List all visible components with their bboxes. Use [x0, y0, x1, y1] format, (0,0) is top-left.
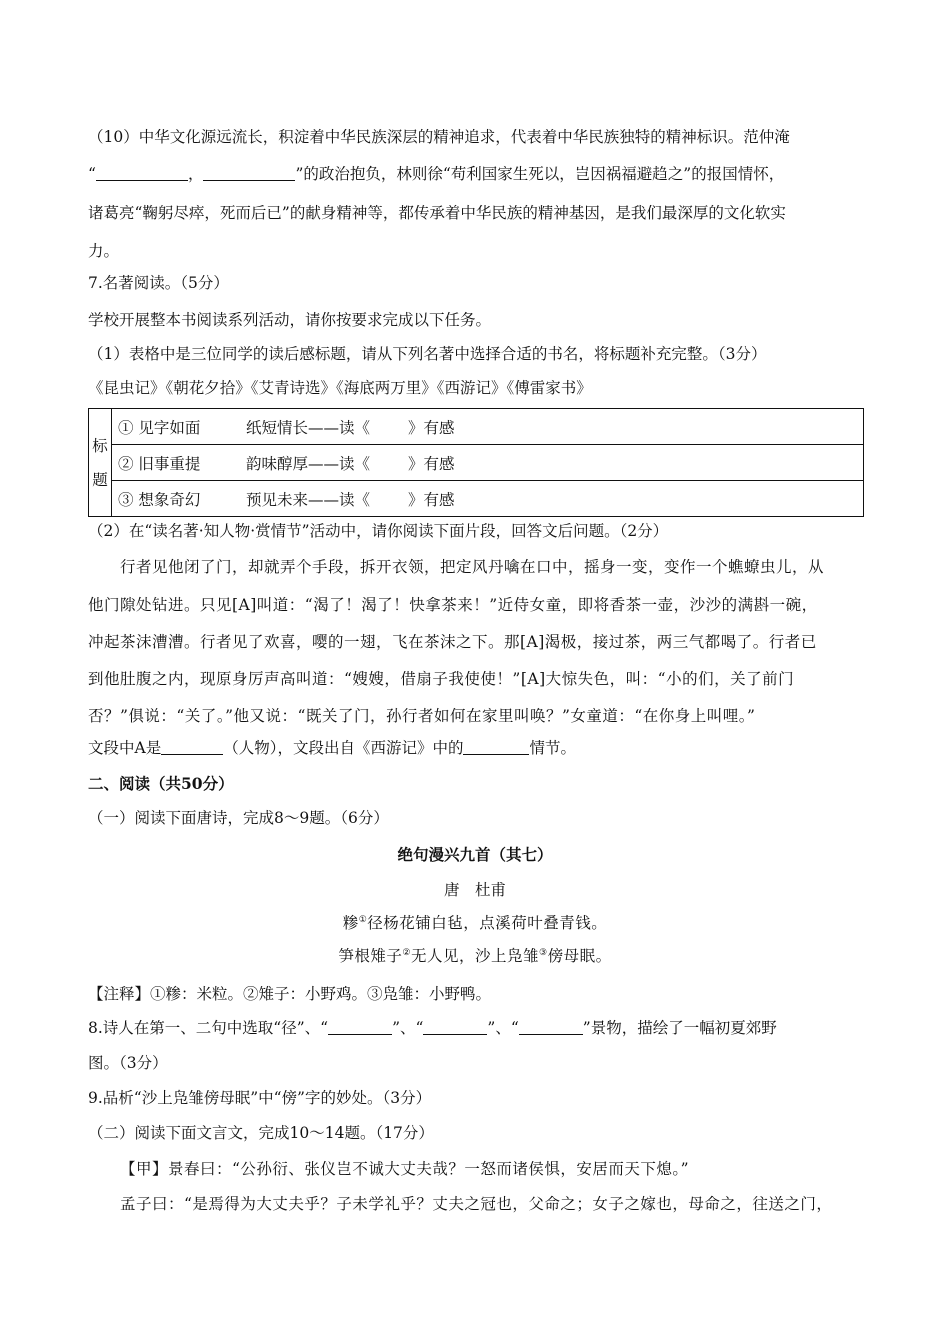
part2-heading: （二）阅读下面文言文，完成10～14题。（17分）: [88, 1124, 434, 1142]
title-suffix: 》有感: [408, 454, 455, 473]
table-row: [89, 481, 864, 517]
q7-sub2: （2）在“读名著·知人物·赏情节”活动中，请你阅读下面片段，回答文后问题。（2分）: [88, 522, 669, 540]
poem-notes: 【注释】①糁：米粒。②雉子：小野鸡。③凫雏：小野鸭。: [88, 985, 492, 1003]
book-list: 《昆虫记》《朝花夕拾》《艾青诗选》《海底两万里》《西游记》《傅雷家书》: [88, 379, 592, 397]
q7-intro: 学校开展整本书阅读系列活动，请你按要求完成以下任务。: [88, 311, 492, 329]
title-suffix: 》有感: [408, 490, 455, 509]
answer-blank[interactable]: [423, 1020, 487, 1035]
question-text: ”、“: [487, 1019, 519, 1037]
q10-line2-rest: ”的政治抱负，林则徐“苟利国家生死以，岂因祸福避趋之”的报国情怀，: [295, 165, 785, 183]
title-suffix: 》有感: [408, 418, 455, 437]
q10-line3: 诸葛亮“鞠躬尽瘁，死而后已”的献身精神等，都传承着中华民族的精神基因，是我们最深厚的文化软实: [88, 204, 786, 222]
question-text: 情节。: [529, 739, 576, 757]
poem-title: 绝句漫兴九首（其七）: [397, 845, 553, 864]
q10-line1: （10）中华文化源远流长，积淀着中华民族深层的精神追求，代表着中华民族独特的精神标识。范仲淹: [88, 128, 790, 146]
title-text: 韵味醇厚——读《: [246, 454, 371, 473]
question-text: （人物），文段出自《西游记》中的: [223, 739, 464, 757]
question-text: ”、“: [392, 1019, 424, 1037]
poem-text: 笋根雉子: [338, 947, 403, 965]
passage-line: 他门隙处钻进。只见[A]叫道：“渴了！渴了！快拿茶来！”近侍女童，即将香茶一壶，沙沙的满斟一碗，: [88, 596, 818, 614]
section2-heading: 二、阅读（共50分）: [88, 774, 234, 793]
classical-mencius: 孟子曰：“是焉得为大丈夫乎？子未学礼乎？丈夫之冠也，父命之；女子之嫁也，母命之，往送之门，: [120, 1195, 833, 1213]
q7-sub1: （1）表格中是三位同学的读后感标题，请从下列名著中选择合适的书名，将标题补充完整。（3分）: [88, 345, 767, 363]
footnote-mark: ②: [402, 948, 411, 958]
table-cell: [112, 481, 864, 517]
q10-line2: [88, 164, 784, 184]
answer-blank[interactable]: [519, 1020, 583, 1035]
table-cell: [112, 409, 864, 445]
answer-blank[interactable]: [161, 740, 223, 755]
table-row: [89, 409, 864, 445]
poem-author: 唐 杜甫: [443, 881, 506, 899]
passage-line: 行者见他闭了门，却就弄个手段，拆开衣领，把定风丹噙在口中，摇身一变，变作一个蟭蟟虫儿，从: [120, 558, 825, 576]
open-quote: “: [88, 165, 96, 183]
q8-line2: 图。（3分）: [88, 1054, 168, 1072]
passage-line: 到他肚腹之内，现原身厉声高叫道：“嫂嫂，借扇子我使使！”[A]大惊失色，叫：“小的们，关了前门: [88, 670, 795, 688]
poem-text: 糁: [342, 914, 359, 932]
table-head-char: 题: [92, 470, 108, 489]
table-row: [89, 445, 864, 481]
classical-jia: 【甲】景春曰：“公孙衍、张仪岂不诚大丈夫哉？一怒而诸侯惧，安居而天下熄。”: [120, 1160, 690, 1178]
table-head-cell: [89, 409, 112, 517]
passage-line: 否？”俱说：“关了。”他又说：“既关了门，孙行者如何在家里叫唤？”女童道：“在你身上叫哩。”: [88, 707, 756, 725]
q10-line4: 力。: [88, 242, 120, 260]
question-text: ”景物，描绘了一幅初夏郊野: [582, 1019, 777, 1037]
footnote-mark: ①: [358, 915, 368, 925]
question-text: 文段中A是: [88, 739, 162, 757]
q8-line1: [88, 1018, 777, 1038]
answer-blank[interactable]: [328, 1020, 392, 1035]
poem-line-1: [0, 913, 950, 933]
poem-text: 无人见，沙上凫雏: [410, 947, 539, 965]
titles-table: [88, 408, 864, 517]
answer-blank[interactable]: [463, 740, 529, 755]
table-head-char: 标: [92, 436, 108, 455]
title-label: ② 旧事重提: [118, 454, 201, 473]
title-label: ③ 想象奇幻: [118, 490, 201, 509]
poem-text: 径杨花铺白毡，点溪荷叶叠青钱。: [367, 914, 608, 932]
passage-line: 冲起茶沫漕漕。行者见了欢喜，嘤的一翅，飞在茶沫之下。那[A]渴极，接过茶，两三气都喝了。行者已: [88, 633, 817, 651]
answer-blank[interactable]: [96, 166, 188, 181]
title-label: ① 见字如面: [118, 418, 201, 437]
q9: 9.品析“沙上凫雏傍母眠”中“傍”字的妙处。（3分）: [88, 1089, 432, 1107]
question-text: 8.诗人在第一、二句中选取“径”、“: [88, 1019, 329, 1037]
poem-text: 傍母眠。: [547, 947, 612, 965]
footnote-mark: ③: [539, 948, 548, 958]
part1-heading: （一）阅读下面唐诗，完成8～9题。（6分）: [88, 809, 389, 827]
q7-question: [88, 738, 576, 758]
table-cell: [112, 445, 864, 481]
separator: ，: [187, 165, 204, 183]
title-text: 预见未来——读《: [246, 490, 371, 509]
answer-blank[interactable]: [203, 166, 295, 181]
poem-line-2: [0, 946, 950, 966]
title-text: 纸短情长——读《: [246, 418, 371, 437]
q7-heading: 7.名著阅读。（5分）: [88, 274, 229, 292]
